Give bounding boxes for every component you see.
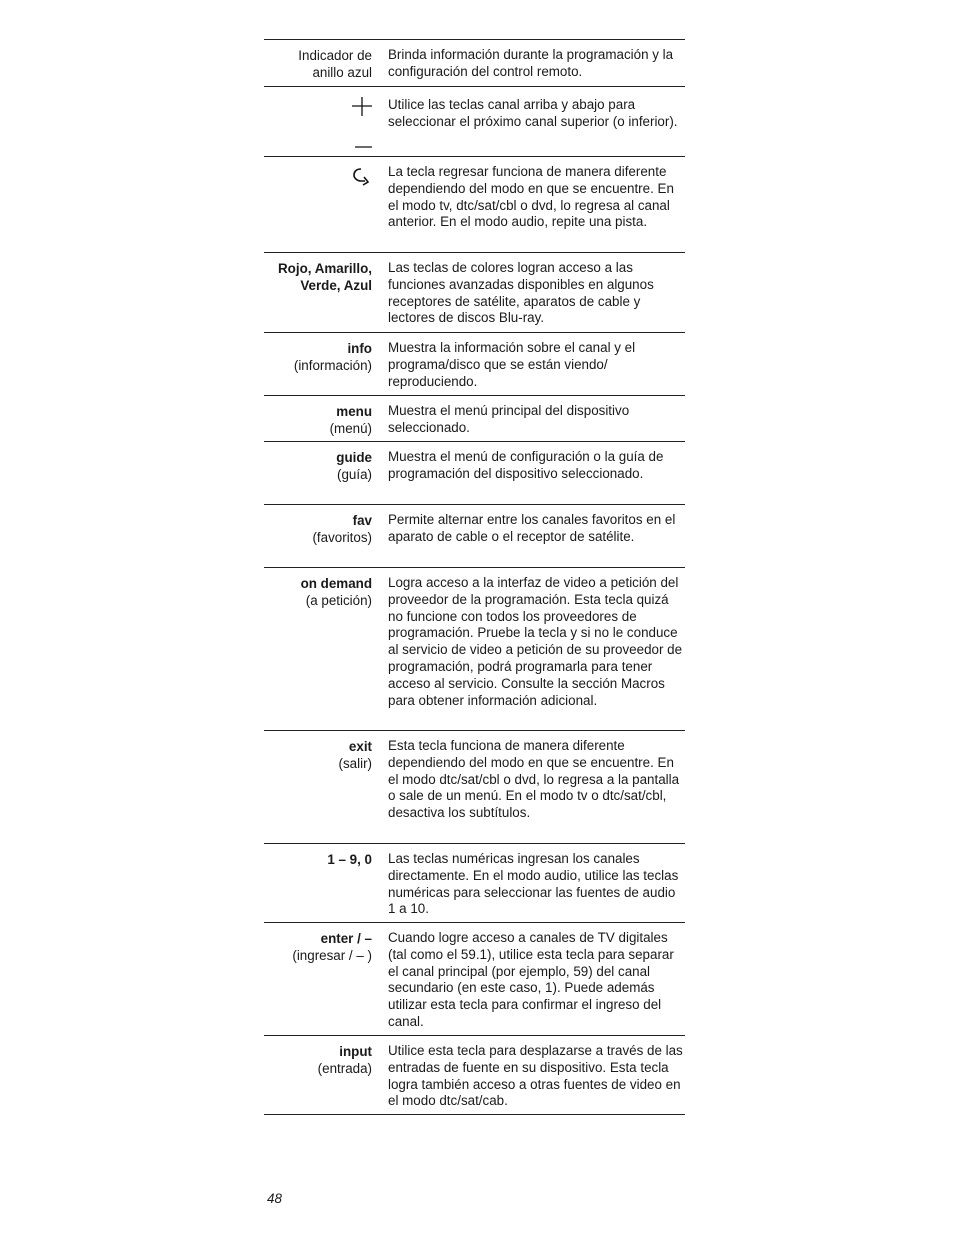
key-label: guide: [336, 450, 372, 465]
description-cell: La tecla regresar funciona de manera diferente dependiendo del modo en que se encuentre. En el modo tv, dtc/sat/cbl o dvd, lo regresa al canal anterior. En el modo audio, repite una pista.: [388, 164, 674, 230]
key-reference-table: [264, 39, 685, 1115]
table-row: [264, 87, 685, 157]
key-cell: [264, 923, 372, 1035]
key-label: input: [339, 1044, 372, 1059]
key-cell: [264, 40, 372, 86]
table-row: [264, 396, 685, 442]
description-cell: Las teclas numéricas ingresan los canales directamente. En el modo audio, utilice las teclas numéricas para seleccionar las fuentes de audio 1 a 10.: [388, 851, 679, 917]
table-row: [264, 40, 685, 87]
table-row: [264, 731, 685, 844]
return-arrow-icon: [352, 166, 372, 188]
description-cell: Muestra la información sobre el canal y el programa/disco que se están viendo/ reproduciendo.: [388, 340, 636, 389]
key-label: on demand: [300, 576, 372, 591]
description-cell: Muestra el menú de configuración o la guía de programación del dispositivo seleccionado.: [388, 449, 664, 481]
key-sublabel: (ingresar / – ): [292, 947, 372, 963]
key-cell: [264, 731, 372, 843]
key-label: Rojo, Amarillo, Verde, Azul: [278, 261, 372, 293]
key-sublabel: (menú): [329, 420, 372, 436]
key-cell: [264, 253, 372, 332]
key-cell: [264, 87, 372, 156]
table-row: [264, 442, 685, 505]
key-label: info: [347, 341, 372, 356]
key-cell: [264, 568, 372, 730]
key-sublabel: (información): [293, 357, 372, 373]
table-row: [264, 157, 685, 253]
table-row: [264, 505, 685, 568]
key-cell: [264, 396, 372, 441]
description-cell: Cuando logre acceso a canales de TV digitales (tal como el 59.1), utilice esta tecla para separar el canal principal (por ejemplo, 59) del canal secundario (en este caso, 1). Puede además utilizar esta tecla para confirmar el ingreso del canal.: [388, 930, 674, 1029]
key-sublabel: (salir): [338, 755, 372, 771]
key-sublabel: (entrada): [317, 1060, 372, 1076]
description-cell: Las teclas de colores logran acceso a las funciones avanzadas disponibles en algunos receptores de satélite, aparatos de cable y lectores de discos Blu-ray.: [388, 260, 654, 326]
key-label: enter / –: [320, 931, 372, 946]
description-cell: Esta tecla funciona de manera diferente dependiendo del modo en que se encuentre. En el modo dtc/sat/cbl o dvd, lo regresa a la pantalla o sale de un menú. En el modo tv o dtc/sat/cbl, desactiva los subtítulos.: [388, 738, 680, 821]
key-cell: [264, 505, 372, 567]
key-sublabel: (guía): [337, 466, 372, 482]
key-label: exit: [348, 739, 372, 754]
description-cell: Permite alternar entre los canales favoritos en el aparato de cable o el receptor de satélite.: [388, 512, 676, 544]
key-cell: [264, 157, 372, 252]
key-label: Indicador de anillo azul: [298, 48, 372, 80]
table-row: [264, 568, 685, 731]
description-cell: Brinda información durante la programación y la configuración del control remoto.: [388, 47, 674, 79]
key-label: menu: [336, 404, 372, 419]
description-cell: Muestra el menú principal del dispositivo seleccionado.: [388, 403, 630, 435]
description-cell: Logra acceso a la interfaz de video a petición del proveedor de la programación. Esta tecla quizá no funcione con todos los proveedores de programación. Pruebe la tecla y si no le conduce al servicio de video a petición de su proveedor de programación, podrá programarla para tener acceso al servicio. Consulte la sección Macros para obtener información adicional.: [388, 575, 683, 708]
key-sublabel: (a petición): [305, 592, 372, 608]
table-row: [264, 253, 685, 333]
key-cell: [264, 844, 372, 922]
key-label: fav: [352, 513, 372, 528]
channel-up-down-icon: [264, 87, 372, 156]
description-cell: Utilice las teclas canal arriba y abajo para seleccionar el próximo canal superior (o inferior).: [388, 97, 678, 129]
key-cell: [264, 442, 372, 504]
key-cell: [264, 1036, 372, 1114]
table-row: [264, 333, 685, 396]
table-row: [264, 923, 685, 1036]
table-row: [264, 1036, 685, 1115]
key-label: 1 – 9, 0: [327, 852, 372, 867]
page-number: 48: [267, 1191, 282, 1206]
description-cell: Utilice esta tecla para desplazarse a través de las entradas de fuente en su dispositivo. Esta tecla logra también acceso a otras fuentes de video en el modo dtc/sat/cab.: [388, 1043, 683, 1109]
key-cell: [264, 333, 372, 395]
table-row: [264, 844, 685, 923]
key-sublabel: (favoritos): [312, 529, 372, 545]
